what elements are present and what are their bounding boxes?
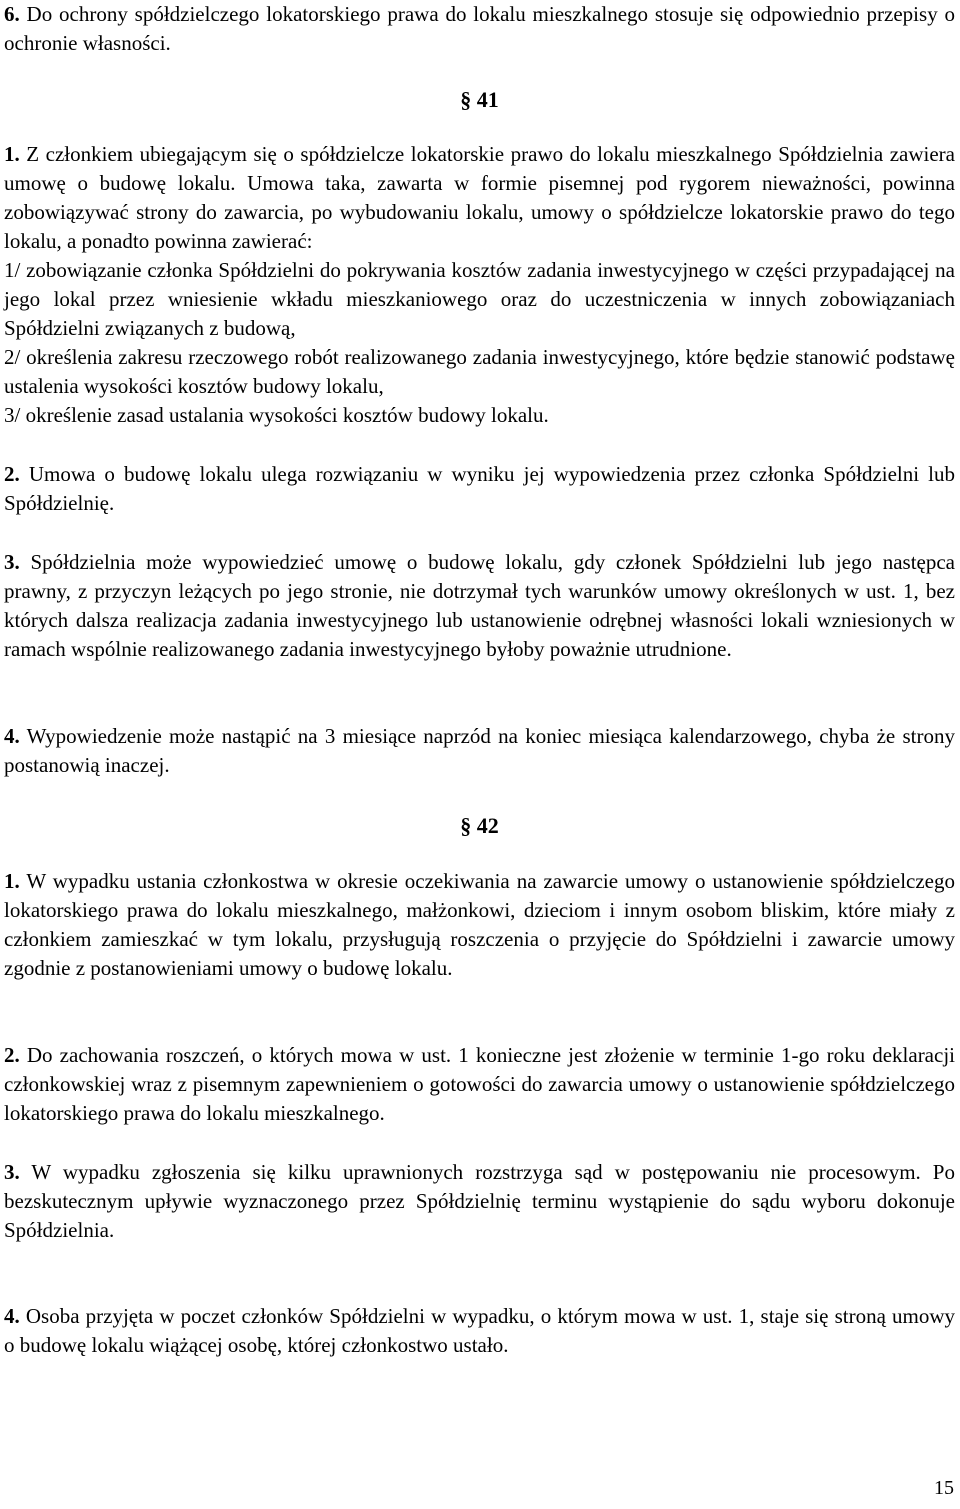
section-heading-41: § 41 [460,87,499,112]
paragraph-text: Umowa o budowę lokalu ulega rozwiązaniu w wyniku jej wypowiedzenia przez członka Spółdzielni lub Spółdzielnię. [4,462,955,515]
paragraph-number: 2. [4,462,20,486]
list-item-text: 3/ określenie zasad ustalania wysokości kosztów budowy lokalu. [4,403,549,427]
paragraph-number: 2. [4,1043,20,1067]
list-item-1 [4,256,955,343]
paragraph-41-2 [4,460,955,518]
paragraph-text: Do zachowania roszczeń, o których mowa w ust. 1 konieczne jest złożenie w terminie 1-go roku deklaracji członkowskiej wraz z pisemnym zapewnieniem o gotowości do zawarcia umowy o ustanowienie spółdzielczego lokatorskiego prawa do lokalu mieszkalnego. [4,1043,955,1125]
paragraph-number: 1. [4,869,20,893]
paragraph-42-1 [4,867,955,983]
paragraph-text: Z członkiem ubiegającym się o spółdzielcze lokatorskie prawo do lokalu mieszkalnego Spółdzielnia zawiera umowę o budowę lokalu. Umowa taka, zawarta w formie pisemnej pod rygorem nieważności, powinna zobowiązywać strony do zawarcia, po wybudowaniu lokalu, umowy o spółdzielcze lokatorskie prawo do tego lokalu, a ponadto powinna zawierać: [4,142,955,253]
paragraph-42-2 [4,1041,955,1128]
paragraph-text: W wypadku zgłoszenia się kilku uprawnionych rozstrzyga sąd w postępowaniu nie procesowym. Po bezskutecznym upływie wyznaczonego przez Spółdzielnię terminu wystąpienie do sądu wyboru dokonuje Spółdzielnia. [4,1160,955,1242]
list-item-3 [4,401,549,430]
paragraph-42-4 [4,1302,955,1360]
paragraph-number: 6. [4,2,20,26]
list-item-2 [4,343,955,401]
paragraph-text: Spółdzielnia może wypowiedzieć umowę o budowę lokalu, gdy członek Spółdzielni lub jego następca prawny, z przyczyn leżących po jego stronie, nie dotrzymał tych warunków umowy określonych w ust. 1, bez których dalsza realizacja zadania inwestycyjnego lub ustanowienie odrębnej własności lokali wzniesionych w ramach wspólnie realizowanego zadania inwestycyjnego byłoby poważnie utrudnione. [4,550,955,661]
paragraph-text: Osoba przyjęta w poczet członków Spółdzielni w wypadku, o którym mowa w ust. 1, staje się stroną umowy o budowę lokalu wiążącej osobę, której członkostwo ustało. [4,1304,955,1357]
paragraph-text: Wypowiedzenie może nastąpić na 3 miesiące naprzód na koniec miesiąca kalendarzowego, chyba że strony postanowią inaczej. [4,724,955,777]
paragraph-number: 4. [4,1304,20,1328]
list-item-text: 2/ określenia zakresu rzeczowego robót realizowanego zadania inwestycyjnego, które będzie stanowić podstawę ustalenia wysokości kosztów budowy lokalu, [4,345,955,398]
paragraph-42-3 [4,1158,955,1245]
section-heading-42: § 42 [460,813,499,838]
page-number: 15 [934,1477,954,1499]
paragraph-41-1 [4,140,955,256]
paragraph-number: 4. [4,724,20,748]
list-item-text: 1/ zobowiązanie członka Spółdzielni do pokrywania kosztów zadania inwestycyjnego w części przypadającej na jego lokal przez wniesienie wkładu mieszkaniowego oraz do uczestniczenia w innych zobowiązaniach Spółdzielni związanych z budową, [4,258,955,340]
paragraph-41-4 [4,722,955,780]
paragraph-number: 1. [4,142,20,166]
paragraph-text: Do ochrony spółdzielczego lokatorskiego prawa do lokalu mieszkalnego stosuje się odpowiednio przepisy o ochronie własności. [4,2,955,55]
paragraph-number: 3. [4,1160,20,1184]
paragraph-6 [4,0,955,58]
paragraph-number: 3. [4,550,20,574]
paragraph-text: W wypadku ustania członkostwa w okresie oczekiwania na zawarcie umowy o ustanowienie spółdzielczego lokatorskiego prawa do lokalu mieszkalnego, małżonkowi, dzieciom i innym osobom bliskim, które miały z członkiem zamieszkać w tym lokalu, przysługują roszczenia o przyjęcie do Spółdzielni i zawarcie umowy zgodnie z postanowieniami umowy o budowę lokalu. [4,869,955,980]
paragraph-41-3 [4,548,955,664]
